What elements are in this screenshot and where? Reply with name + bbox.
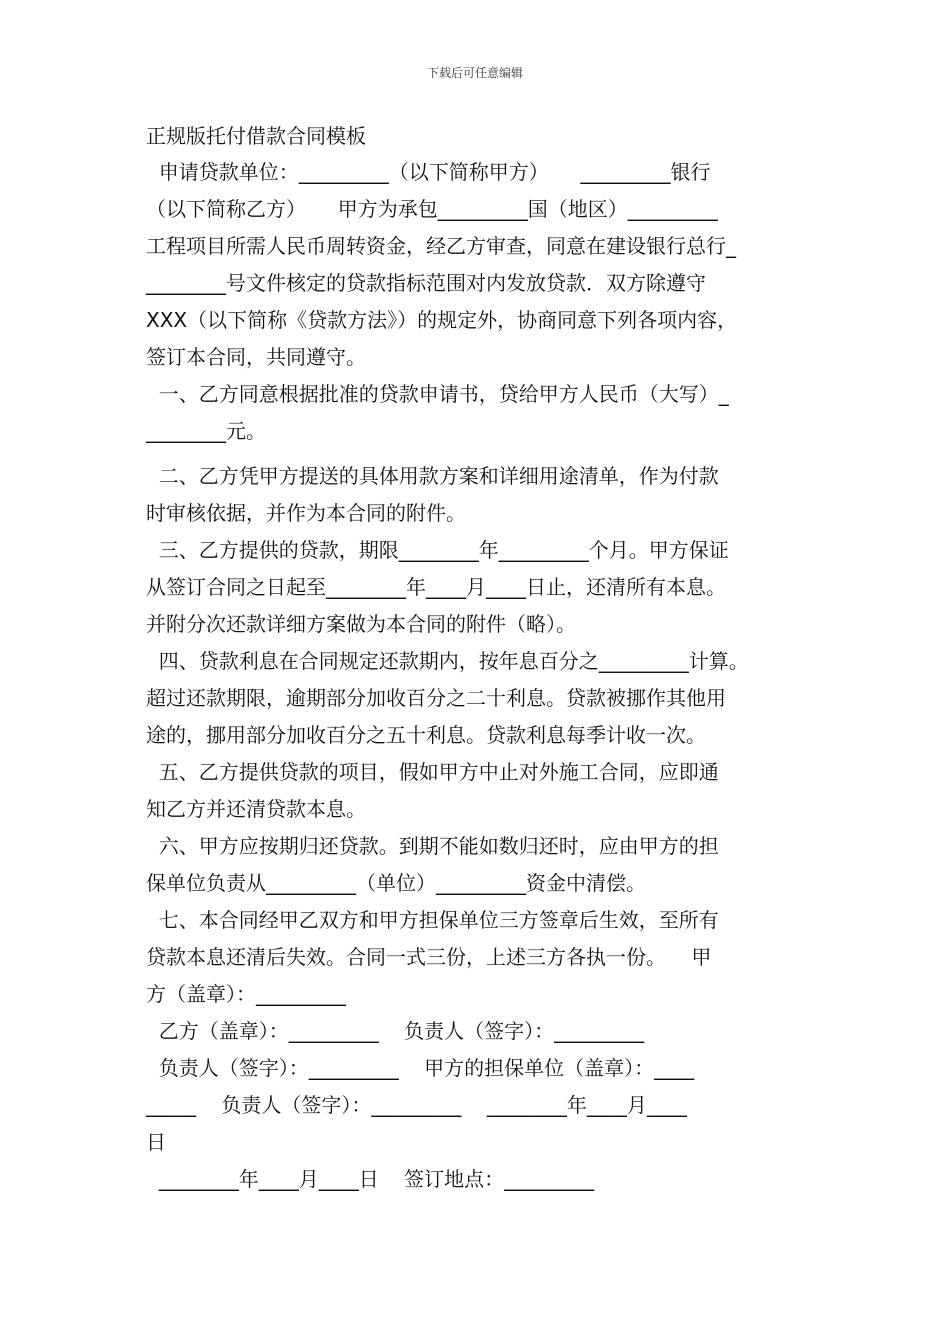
contract-text-line: 保单位负责从_________（单位）_________资金中清偿。 — [146, 871, 646, 895]
contract-text-line: 七、本合同经甲乙双方和甲方担保单位三方签章后生效，至所有 — [146, 908, 719, 932]
contract-text-line: XXX（以下简称《贷款方法》）的规定外，协商同意下列各项内容， — [146, 308, 738, 332]
contract-text-line: 时审核依据，并作为本合同的附件。 — [146, 501, 466, 525]
contract-text-line: ________号文件核定的贷款指标范围对内发放贷款．双方除遵守 — [146, 271, 706, 295]
contract-body — [146, 154, 808, 1198]
contract-text-line: （以下简称乙方） 甲方为承包_________国（地区）_________ — [146, 197, 718, 221]
paragraph-gap — [146, 450, 808, 458]
contract-text-line: 四、贷款利息在合同规定还款期内，按年息百分之_________计算。 — [146, 649, 749, 673]
contract-text-line: 超过还款期限，逾期部分加收百分之二十利息。贷款被挪作其他用 — [146, 686, 726, 710]
contract-text-line: 乙方（盖章）：_________ 负责人（签字）：_________ — [146, 1019, 645, 1043]
contract-text-line: 负责人（签字）：_________ 甲方的担保单位（盖章）：____ — [146, 1056, 695, 1080]
contract-text-line: 签订本合同，共同遵守。 — [146, 345, 366, 369]
contract-text-line: 二、乙方凭甲方提送的具体用款方案和详细用途清单，作为付款 — [146, 464, 719, 488]
contract-text-line: 途的，挪用部分加收百分之五十利息。贷款利息每季计收一次。 — [146, 723, 706, 747]
page-header-note: 下载后可任意编辑 — [426, 66, 523, 80]
contract-text-line: ________年____月____日 签订地点：_________ — [146, 1167, 595, 1191]
document-title: 正规版托付借款合同模板 — [146, 124, 366, 148]
contract-text-line: 三、乙方提供的贷款，期限________年_________个月。甲方保证 — [146, 538, 729, 562]
contract-text-line: 工程项目所需人民币周转资金，经乙方审查，同意在建设银行总行_ — [146, 234, 736, 258]
contract-text-line: 申请贷款单位：_________（以下简称甲方） _________银行 — [146, 160, 711, 184]
contract-text-line: 方（盖章）：_________ — [146, 982, 346, 1006]
contract-text-line: 六、甲方应按期归还贷款。到期不能如数归还时，应由甲方的担 — [146, 834, 719, 858]
contract-text-line: 从签订合同之日起至________年____月____日止，还清所有本息。 — [146, 575, 726, 599]
contract-text-line: ________元。 — [146, 419, 266, 443]
contract-text-line: _____ 负责人（签字）：_________ ________年____月____ — [146, 1093, 687, 1117]
contract-text-line: 一、乙方同意根据批准的贷款申请书，贷给甲方人民币（大写）_ — [146, 382, 729, 406]
contract-text-line: 知乙方并还清贷款本息。 — [146, 797, 366, 821]
contract-text-line: 并附分次还款详细方案做为本合同的附件（略）。 — [146, 612, 576, 636]
contract-text-line: 日 — [146, 1130, 166, 1154]
contract-text-line: 五、乙方提供贷款的项目，假如甲方中止对外施工合同，应即通 — [146, 760, 719, 784]
contract-document — [146, 118, 808, 1198]
contract-text-line: 贷款本息还清后失效。合同一式三份，上述三方各执一份。 甲 — [146, 945, 712, 969]
